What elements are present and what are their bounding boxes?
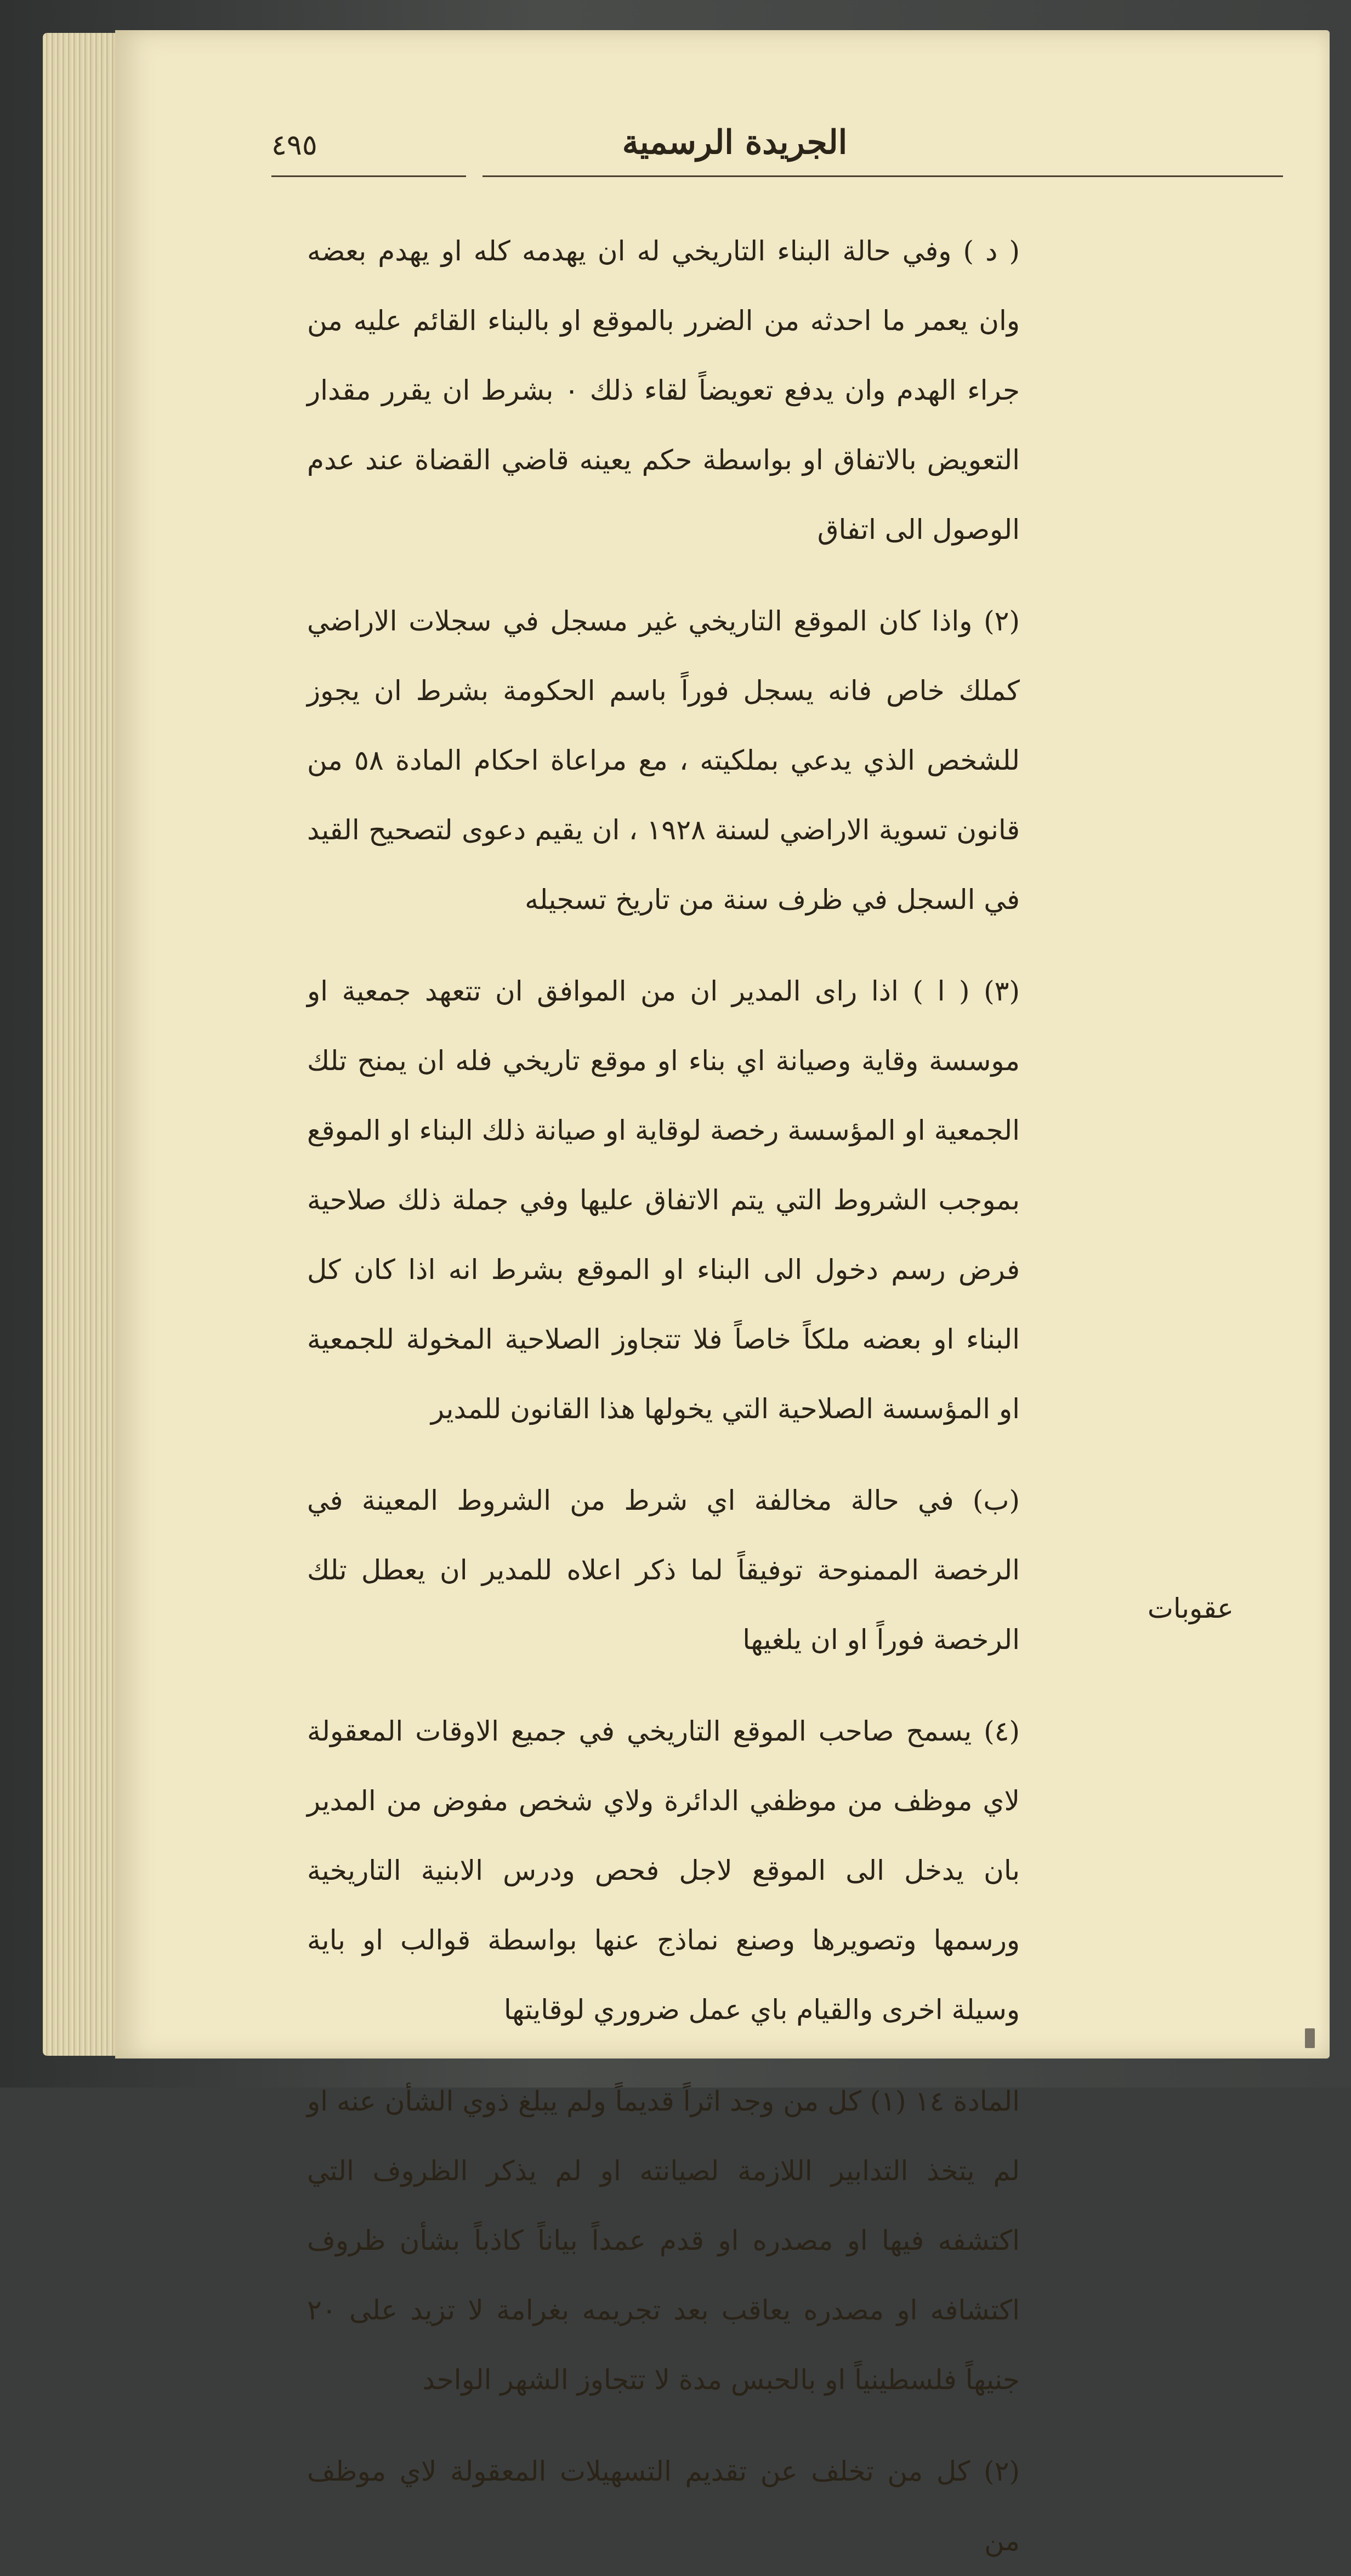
margin-note-penalties: عقوبات <box>1147 1593 1234 1624</box>
page-number: ٤٩٥ <box>271 129 317 162</box>
header-rule-right <box>483 175 1283 177</box>
article-14-paragraph-2: (٢) كل من تخلف عن تقديم التسهيلات المعقولة لاي موظف من <box>307 2455 1020 2557</box>
article-14-paragraph-1: المادة ١٤ (١) كل من وجد اثراً قديماً ولم يبلغ ذوي الشأن عنه او لم يتخذ التدابير اللازمة لصيانته او لم يذكر الظروف التي اكتشفه فيها او مصدره او قدم عمداً بياناً كاذباً بشأن ظروف اكتشافه او مصدره يعاقب بعد تجريمه بغرامة لا تزيد على ٢٠ جنيهاً فلسطينياً او بالحبس مدة لا تتجاوز الشهر الواحد <box>307 2085 1020 2396</box>
paragraph-3a: (٣) ( ا ) اذا راى المدير ان من الموافق ان تتعهد جمعية او موسسة وقاية وصيانة اي بناء او موقع تاريخي فله ان يمنح تلك الجمعية او المؤسسة رخصة لوقاية او صيانة ذلك البناء او الموقع بموجب الشروط التي يتم الاتفاق عليها وفي جملة ذلك صلاحية فرض رسم دخول الى البناء او الموقع بشرط انه اذا كان كل البناء او بعضه ملكاً خاصاً فلا تتجاوز الصلاحية المخولة للجمعية او المؤسسة الصلاحية التي يخولها هذا القانون للمدير <box>307 975 1020 1425</box>
corner-tab <box>1305 2028 1315 2048</box>
paragraph-4: (٤) يسمح صاحب الموقع التاريخي في جميع الاوقات المعقولة لاي موظف من موظفي الدائرة ولاي شخص مفوض من المدير بان يدخل الى الموقع لاجل فحص ودرس الابنية التاريخية ورسمها وتصويرها وصنع نماذج عنها بواسطة قوالب او باية وسيلة اخرى والقيام باي عمل ضروري لوقايتها <box>307 1715 1020 2026</box>
paragraph-2: (٢) واذا كان الموقع التاريخي غير مسجل في سجلات الاراضي كملك خاص فانه يسجل فوراً باسم الحكومة بشرط ان يجوز للشخص الذي يدعي بملكيته ، مع مراعاة احكام المادة ٥٨ من قانون تسوية الاراضي لسنة ١٩٢٨ ، ان يقيم دعوى لتصحيح القيد في السجل في ظرف سنة من تاريخ تسجيله <box>307 605 1020 915</box>
body-text <box>307 217 1020 2576</box>
header-rule-left <box>271 175 466 177</box>
paragraph-3b: (ب) في حالة مخالفة اي شرط من الشروط المعينة في الرخصة الممنوحة توفيقاً لما ذكر اعلاه للمدير ان يعطل تلك الرخصة فوراً او ان يلغيها <box>307 1485 1020 1656</box>
running-head-title: الجريدة الرسمية <box>622 123 848 162</box>
paragraph-d: ( د ) وفي حالة البناء التاريخي له ان يهدمه كله او يهدم بعضه وان يعمر ما احدثه من الضرر بالموقع او بالبناء القائم عليه من جراء الهدم وان يدفع تعويضاً لقاء ذلك ٠ بشرط ان يقرر مقدار التعويض بالاتفاق او بواسطة حكم يعينه قاضي القضاة عند عدم الوصول الى اتفاق <box>307 235 1020 545</box>
page-edges-stack <box>43 33 125 2056</box>
